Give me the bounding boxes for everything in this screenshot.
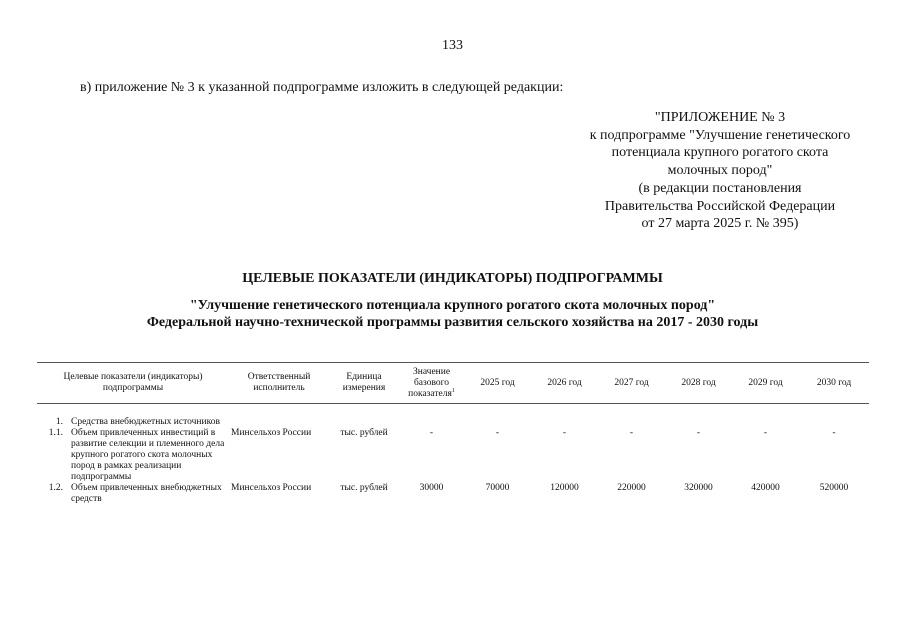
row-value-2030: 520000	[819, 483, 849, 493]
row-value-2025: -	[495, 428, 500, 438]
row-number: 1.	[55, 417, 63, 427]
row-number: 1.1.	[48, 428, 63, 438]
appendix-line: молочных пород"	[667, 163, 773, 179]
row-value-2029	[732, 417, 799, 428]
appendix-line: к подпрограмме "Улучшение генетического	[589, 127, 851, 143]
row-number: 1.2.	[48, 483, 63, 493]
table-row	[37, 417, 869, 428]
header-year-2029: 2029 год	[732, 363, 799, 404]
header-base-value-label: Значение базового показателя	[408, 366, 452, 399]
intro-paragraph: в) приложение № 3 к указанной подпрограмме изложить в следующей редакции:	[80, 80, 564, 95]
row-base-value: -	[429, 428, 434, 438]
row-value-2028: 320000	[684, 483, 713, 493]
row-value-2029: 420000	[751, 483, 780, 493]
row-value-2026	[531, 417, 598, 428]
row-unit: тыс. рублей	[340, 428, 388, 438]
table-row	[37, 428, 869, 483]
footnote-marker: 1	[451, 387, 455, 394]
header-base-value	[399, 363, 464, 404]
indicators-table	[37, 362, 869, 505]
row-value-2029: -	[763, 428, 768, 438]
row-responsible: Минсельхоз России	[231, 428, 312, 438]
row-value-2028: -	[696, 428, 701, 438]
header-year-2028: 2028 год	[665, 363, 732, 404]
header-responsible: Ответственный исполнитель	[229, 363, 329, 404]
row-indicator-name: Объем привлеченных внебюджетных средств	[71, 483, 222, 504]
header-year-2026: 2026 год	[531, 363, 598, 404]
appendix-line: потенциала крупного рогатого скота	[611, 145, 829, 161]
row-base-value: 30000	[419, 483, 444, 493]
table-header-row	[37, 363, 869, 404]
row-value-2030: -	[832, 428, 836, 438]
row-value-2026: 120000	[550, 483, 579, 493]
row-value-2028	[665, 417, 732, 428]
header-year-2030: 2030 год	[799, 363, 869, 404]
row-unit: тыс. рублей	[340, 483, 388, 493]
row-value-2027: -	[629, 428, 634, 438]
row-indicator-name: Объем привлеченных инвестиций в развитие селекции и племенного дела крупного рогатого скота молочных пород в рамках реализации подпрограммы	[71, 428, 225, 482]
table-row	[37, 483, 869, 505]
header-year-2027: 2027 год	[598, 363, 665, 404]
row-indicator-name: Средства внебюджетных источников	[71, 417, 220, 427]
appendix-line: Правительства Российской Федерации	[604, 198, 836, 214]
row-value-2026: -	[562, 428, 567, 438]
page-number: 133	[442, 38, 463, 53]
header-unit: Единица измерения	[329, 363, 399, 404]
header-indicator: Целевые показатели (индикаторы) подпрограммы	[37, 363, 229, 404]
appendix-line: от 27 марта 2025 г. № 395)	[641, 216, 799, 232]
row-base-value	[399, 417, 464, 428]
subtitle-line: Федеральной научно-технической программы развития сельского хозяйства на 2017 - 2030 годы	[146, 315, 759, 330]
row-responsible	[229, 417, 329, 428]
document-title: ЦЕЛЕВЫЕ ПОКАЗАТЕЛИ (ИНДИКАТОРЫ) ПОДПРОГРАММЫ	[242, 271, 663, 286]
document-subtitle	[0, 297, 905, 331]
row-value-2025	[464, 417, 531, 428]
row-responsible: Минсельхоз России	[231, 483, 312, 493]
appendix-line: "ПРИЛОЖЕНИЕ № 3	[654, 110, 786, 125]
header-year-2025: 2025 год	[464, 363, 531, 404]
row-value-2030	[799, 417, 869, 428]
appendix-line: (в редакции постановления	[638, 180, 802, 196]
row-value-2025: 70000	[485, 483, 510, 493]
row-value-2027: 220000	[617, 483, 646, 493]
appendix-header	[560, 109, 880, 233]
row-value-2027	[598, 417, 665, 428]
subtitle-line: "Улучшение генетического потенциала крупного рогатого скота молочных пород"	[189, 298, 716, 313]
row-unit	[329, 417, 399, 428]
